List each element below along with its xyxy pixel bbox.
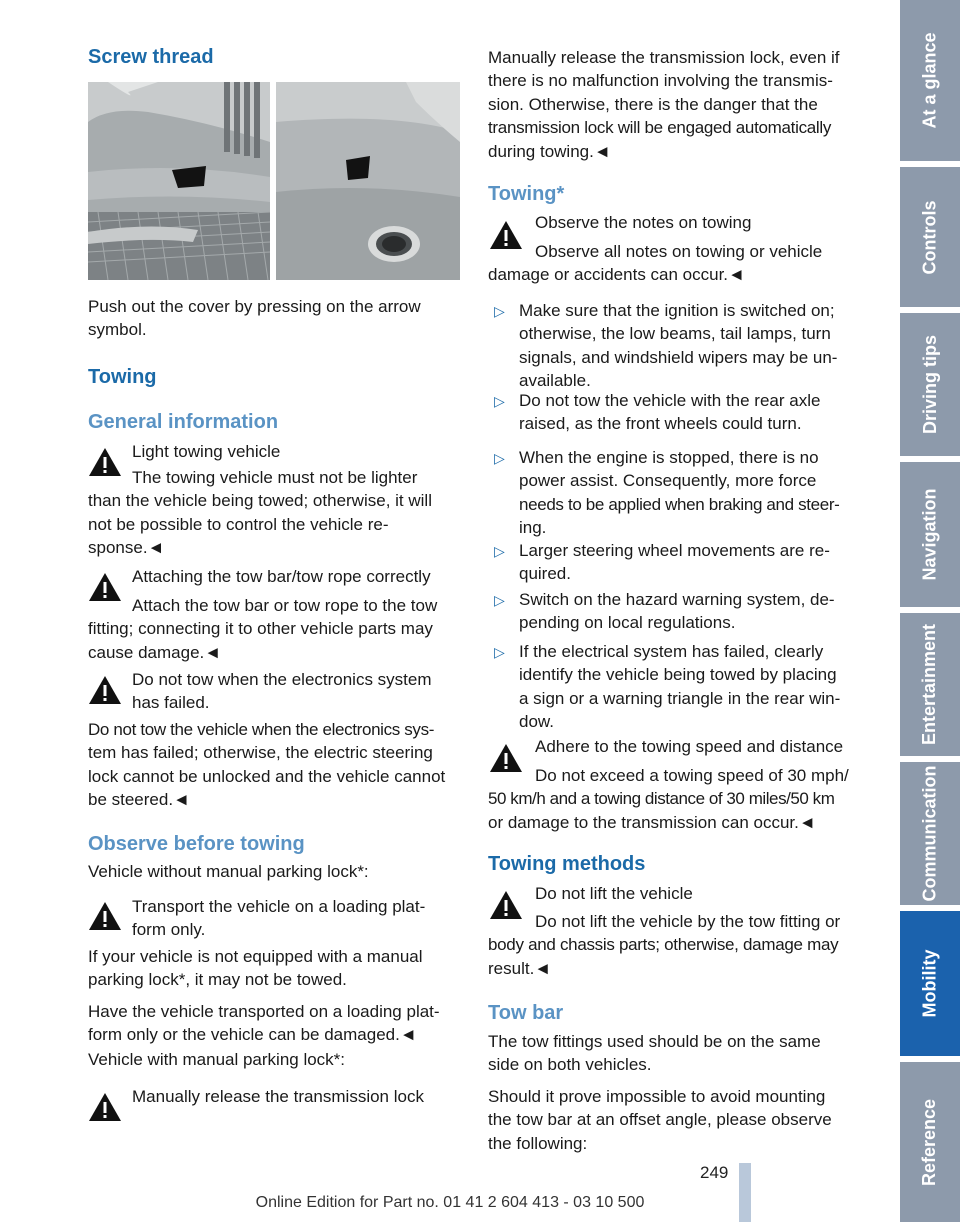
text-line: transmission lock will be engaged automatically	[488, 118, 832, 138]
text-line: Should it prove impossible to avoid mounting	[488, 1086, 826, 1106]
text-line: form only.	[132, 920, 206, 940]
bullet-arrow-icon: ▷	[494, 592, 505, 608]
text-line: signals, and windshield wipers may be un-	[519, 347, 838, 367]
text-line: When the engine is stopped, there is no	[519, 448, 819, 467]
text-line: side on both vehicles.	[488, 1055, 652, 1075]
text-line: The tow fittings used should be on the same	[488, 1032, 821, 1051]
text-line: result.◄	[488, 958, 552, 978]
text-line: The towing vehicle must not be lighter	[132, 468, 418, 487]
section-heading-tow-bar: Tow bar	[488, 1002, 564, 1024]
bullet-arrow-icon: ▷	[494, 543, 505, 559]
text-line: lock cannot be unlocked and the vehicle cannot	[88, 766, 446, 786]
text-line: the tow bar at an offset angle, please observe	[488, 1110, 832, 1130]
text-line: Observe all notes on towing or vehicle	[535, 242, 823, 261]
warning-title: Attaching the tow bar/tow rope correctly	[132, 567, 431, 586]
list-item	[519, 640, 869, 734]
text-line: form only or the vehicle can be damaged.◄	[88, 1025, 417, 1045]
tab-driving-tips[interactable]	[900, 313, 960, 456]
tab-entertainment[interactable]	[900, 613, 960, 756]
text-line: If the electrical system has failed, clearly	[519, 642, 824, 661]
text-line: raised, as the front wheels could turn.	[519, 414, 802, 434]
text-line: tem has failed; otherwise, the electric steering	[88, 743, 433, 763]
tab-label: Driving tips	[919, 334, 940, 435]
section-heading-screw-thread: Screw thread	[88, 46, 214, 68]
text-line: 50 km/h and a towing distance of 30 miles/50 km	[488, 789, 835, 809]
tab-label: Entertainment	[919, 623, 940, 746]
warning-triangle-icon	[87, 673, 123, 707]
text-line: or damage to the transmission can occur.◄	[488, 812, 816, 832]
section-heading-observe-before-towing: Observe before towing	[88, 833, 305, 855]
text-line: If your vehicle is not equipped with a manual	[88, 947, 423, 966]
text-line: Switch on the hazard warning system, de-	[519, 590, 835, 609]
tab-at-a-glance[interactable]	[900, 0, 960, 161]
tab-label: Communication	[919, 765, 940, 902]
warning-title: Light towing vehicle	[132, 442, 281, 461]
tab-navigation[interactable]	[900, 462, 960, 607]
text-line: than the vehicle being towed; otherwise, it will	[88, 491, 432, 511]
text-line: sion. Otherwise, there is the danger that the	[488, 94, 818, 114]
rear-bumper-photo	[276, 82, 460, 280]
warning-body	[88, 594, 462, 664]
warning-body	[488, 240, 868, 287]
text-line: Have the vehicle transported on a loading plat-	[88, 1001, 440, 1021]
text-line: symbol.	[88, 320, 147, 340]
front-bumper-photo	[88, 82, 270, 280]
text-line: a sign or a warning triangle in the rear win-	[519, 688, 841, 708]
text-line: available.	[519, 371, 591, 391]
section-heading-general-information: General information	[88, 411, 279, 433]
warning-body	[88, 466, 462, 560]
text-line: quired.	[519, 564, 571, 584]
list-item	[519, 299, 869, 393]
list-item	[519, 389, 869, 436]
text-line: dow.	[519, 712, 554, 732]
page-number: 249	[700, 1163, 729, 1182]
text-line: Do not tow the vehicle with the rear axle	[519, 391, 821, 410]
text-line: Larger steering wheel movements are re-	[519, 541, 830, 560]
warning-title: Adhere to the towing speed and distance	[535, 737, 844, 756]
text-line: has failed.	[132, 693, 210, 713]
warning-body	[488, 764, 868, 834]
text-line: during towing.◄	[488, 141, 611, 161]
text-line: cause damage.◄	[88, 642, 222, 662]
warning-body	[488, 910, 868, 980]
text-line: Do not tow the vehicle when the electronics sys-	[88, 720, 435, 739]
text-line: Vehicle with manual parking lock*:	[88, 1050, 346, 1069]
footer-edition-text: Online Edition for Part no. 01 41 2 604 413 - 03 10 500	[255, 1194, 645, 1211]
text-line: Manually release the transmission lock, even if	[488, 48, 840, 67]
tab-label: Controls	[919, 200, 940, 274]
bullet-arrow-icon: ▷	[494, 303, 505, 319]
text-line: Transport the vehicle on a loading plat-	[132, 897, 426, 916]
text-line: damage or accidents can occur.◄	[488, 265, 745, 285]
tab-label: Mobility	[919, 949, 940, 1018]
warning-title: Observe the notes on towing	[535, 213, 752, 232]
bullet-arrow-icon: ▷	[494, 644, 505, 660]
text-line: Do not tow when the electronics system	[132, 670, 432, 689]
page-number-bar	[739, 1163, 751, 1222]
tab-label: Navigation	[919, 488, 940, 581]
tab-label: Reference	[919, 1098, 940, 1186]
text-line: Make sure that the ignition is switched on;	[519, 301, 835, 320]
text-line: sponse.◄	[88, 538, 165, 558]
text-line: power assist. Consequently, more force	[519, 471, 817, 491]
warning-title: Do not lift the vehicle	[535, 884, 693, 903]
tab-communication[interactable]	[900, 762, 960, 905]
warning-body	[88, 718, 462, 812]
tow-bar-text	[488, 1030, 868, 1155]
section-heading-towing-star: Towing*	[488, 183, 565, 205]
tab-reference[interactable]	[900, 1062, 960, 1222]
text-line: the following:	[488, 1133, 588, 1153]
bullet-arrow-icon: ▷	[494, 393, 505, 409]
warning-body	[88, 945, 462, 1047]
tab-mobility[interactable]	[900, 911, 960, 1056]
text-line: body and chassis parts; otherwise, damage may	[488, 935, 839, 955]
text-line: needs to be applied when braking and steer-	[519, 494, 840, 514]
chapter-sidebar	[900, 0, 960, 1222]
warning-title: Manually release the transmission lock	[132, 1087, 424, 1106]
warning-triangle-icon	[87, 1090, 123, 1124]
text-line: identify the vehicle being towed by placing	[519, 665, 837, 685]
list-item	[519, 539, 869, 586]
section-heading-towing: Towing	[88, 366, 157, 388]
bullet-arrow-icon: ▷	[494, 450, 505, 466]
text-line: be steered.◄	[88, 790, 190, 810]
transmission-lock-text	[488, 46, 868, 163]
list-item	[519, 588, 869, 635]
text-line: otherwise, the low beams, tail lamps, turn	[519, 324, 831, 344]
text-line: Do not lift the vehicle by the tow fitting or	[535, 912, 841, 931]
section-heading-towing-methods: Towing methods	[488, 853, 646, 875]
text-line: there is no malfunction involving the transmis-	[488, 71, 833, 91]
tab-label: At a glance	[919, 32, 940, 129]
text-line: not be possible to control the vehicle re-	[88, 514, 389, 534]
text-line: pending on local regulations.	[519, 613, 736, 633]
tab-controls[interactable]	[900, 167, 960, 307]
text-line: Vehicle without manual parking lock*:	[88, 862, 369, 881]
screw-thread-text	[88, 295, 462, 342]
text-line: Do not exceed a towing speed of 30 mph/	[535, 766, 849, 785]
warning-triangle-icon	[87, 899, 123, 933]
list-item	[519, 446, 869, 540]
text-line: Push out the cover by pressing on the arrow	[88, 297, 421, 316]
text-line: parking lock*, it may not be towed.	[88, 970, 347, 990]
warning-title	[132, 895, 425, 942]
text-line: Attach the tow bar or tow rope to the tow	[132, 596, 438, 615]
warning-title	[132, 668, 432, 715]
text-line: ing.	[519, 518, 547, 538]
text-line: fitting; connecting it to other vehicle parts may	[88, 619, 433, 639]
